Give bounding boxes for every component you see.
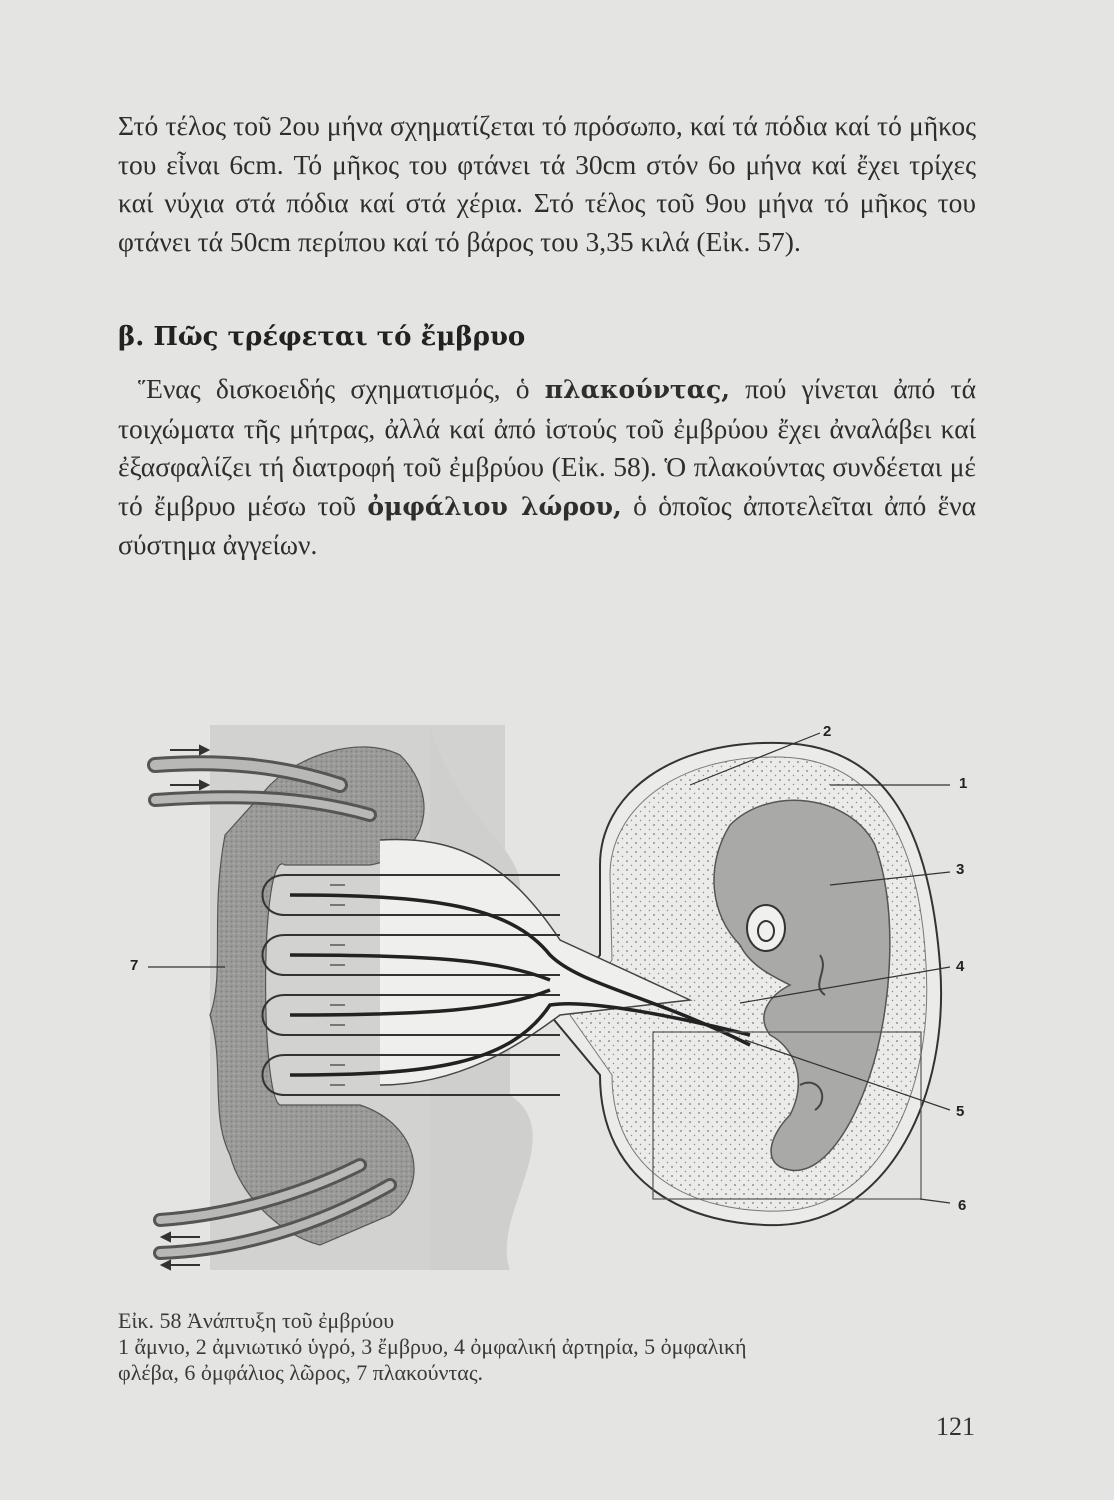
p2-text-a: Ἕνας δισκοειδής σχηματισμός, ὁ [138, 373, 545, 404]
fig-label-5: 5 [956, 1103, 965, 1120]
section-heading: β. Πῶς τρέφεται τό ἔμβρυο [118, 322, 526, 352]
p2-text-c: πού γίνεται ἀπό τά τοιχώματα τῆς μήτρας, ἀλλά καί ἀπό ἱστούς τοῦ ἐμβρύου ἔχει ἀναλάβει καί ἐξασφαλίζει τή διατροφή τοῦ ἐμβρύου (Εἰκ. 58). Ὁ πλακούντας συνδέεται μέ τό ἔμβρυο μέσω τοῦ [118, 373, 976, 521]
fig-label-1: 1 [959, 775, 968, 792]
term-placenta: πλακούντας, [544, 375, 730, 404]
embryo-diagram [130, 715, 990, 1275]
term-umbilical-cord: ὀμφάλιου λώρου, [367, 491, 622, 521]
fig-label-3: 3 [956, 861, 965, 878]
caption-line-3: φλέβα, 6 ὀμφάλιος λῶρος, 7 πλακούντας. [118, 1360, 484, 1385]
p2-text-e: ὁ ὁποῖος ἀποτελεῖται ἀπό ἕνα σύστημα ἀγγείων. [118, 489, 976, 561]
paragraph-nutrition [118, 370, 976, 565]
caption-title: Εἰκ. 58 Ἀνάπτυξη τοῦ ἐμβρύου [118, 1308, 395, 1333]
paragraph-development: Στό τέλος τοῦ 2ου μήνα σχηματίζεται τό πρόσωπο, καί τά πόδια καί τό μῆκος του εἶναι 6cm. Τό μῆκος του φτάνει τά 30cm στόν 6ο μήνα καί ἔχει τρίχες καί νύχια στά πόδια καί στά χέρια. Στό τέλος τοῦ 9ου μήνα τό μῆκος του φτάνει τά 50cm περίπου καί τό βάρος του 3,35 κιλά (Εἰκ. 57). [118, 110, 976, 257]
fig-label-4: 4 [956, 958, 965, 975]
caption-line-2: 1 ἄμνιο, 2 ἀμνιωτικό ὑγρό, 3 ἔμβρυο, 4 ὀμφαλική ἀρτηρία, 5 ὀμφαλική [118, 1334, 747, 1359]
fig-label-2: 2 [823, 723, 832, 740]
fig-label-6: 6 [958, 1197, 967, 1214]
page-number: 121 [936, 1412, 975, 1441]
figure-caption [118, 1308, 978, 1386]
embryo-diagram-svg [130, 715, 990, 1275]
fig-label-7: 7 [130, 957, 139, 974]
